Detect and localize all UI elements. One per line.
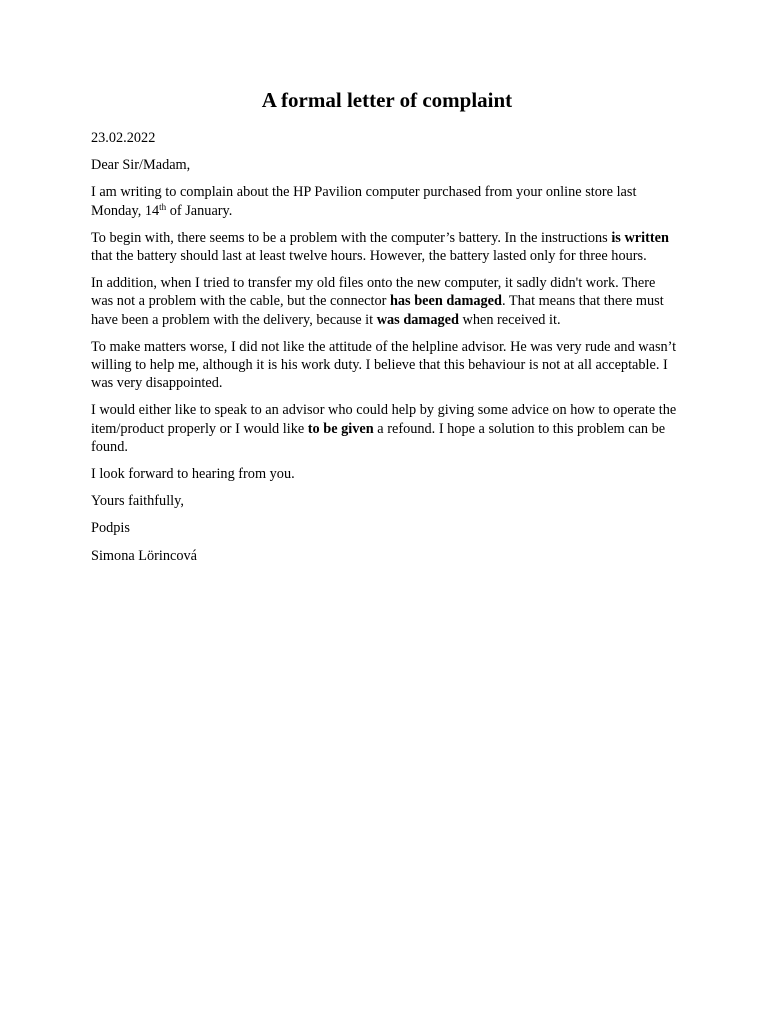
paragraph-text: when received it. [458,311,561,328]
paragraph-text: . That means that there must have been a problem with the delivery, because it [91,293,664,328]
valediction: Yours faithfully, [91,493,184,510]
bold-phrase: is written [611,229,669,246]
paragraph-request [91,401,681,456]
closing-line: I look forward to hearing from you. [91,466,295,483]
paragraph-text: I would either like to speak to an advisor who could help by giving some advice on how to operate the item/product properly or I would like [91,402,677,437]
paragraph-complaint-intro [91,183,681,219]
bold-phrase: to be given [307,420,374,437]
ordinal-suffix: th [159,201,167,212]
bold-phrase: was damaged [376,311,459,328]
paragraph-text: In addition, when I tried to transfer my old files onto the new computer, it sadly didn't work. There was not a problem with the cable, but the connector [91,275,656,310]
letter-page [91,86,681,574]
paragraph-text: a refound. I hope a solution to this problem can be found. [91,420,666,455]
salutation: Dear Sir/Madam, [91,157,191,174]
signer-name: Simona Lörincová [91,547,198,564]
paragraph-text: that the battery should last at least twelve hours. However, the battery lasted only for three hours. [91,248,647,265]
letter-title: A formal letter of complaint [261,88,513,112]
paragraph-helpline: To make matters worse, I did not like the attitude of the helpline advisor. He was very rude and wasn’t willing to help me, although it is his work duty. I believe that this behaviour is not at all acceptable. I was very disappointed. [91,338,677,392]
paragraph-text: of January. [166,202,233,219]
paragraph-files-transfer [91,274,681,329]
signature-label: Podpis [91,520,130,537]
paragraph-text: To begin with, there seems to be a problem with the computer’s battery. In the instructions [91,229,612,246]
paragraph-text: I am writing to complain about the HP Pavilion computer purchased from your online store last Monday, 14 [91,184,637,219]
letter-date: 23.02.2022 [91,130,156,146]
paragraph-battery [91,229,681,265]
bold-phrase: has been damaged [389,293,502,310]
